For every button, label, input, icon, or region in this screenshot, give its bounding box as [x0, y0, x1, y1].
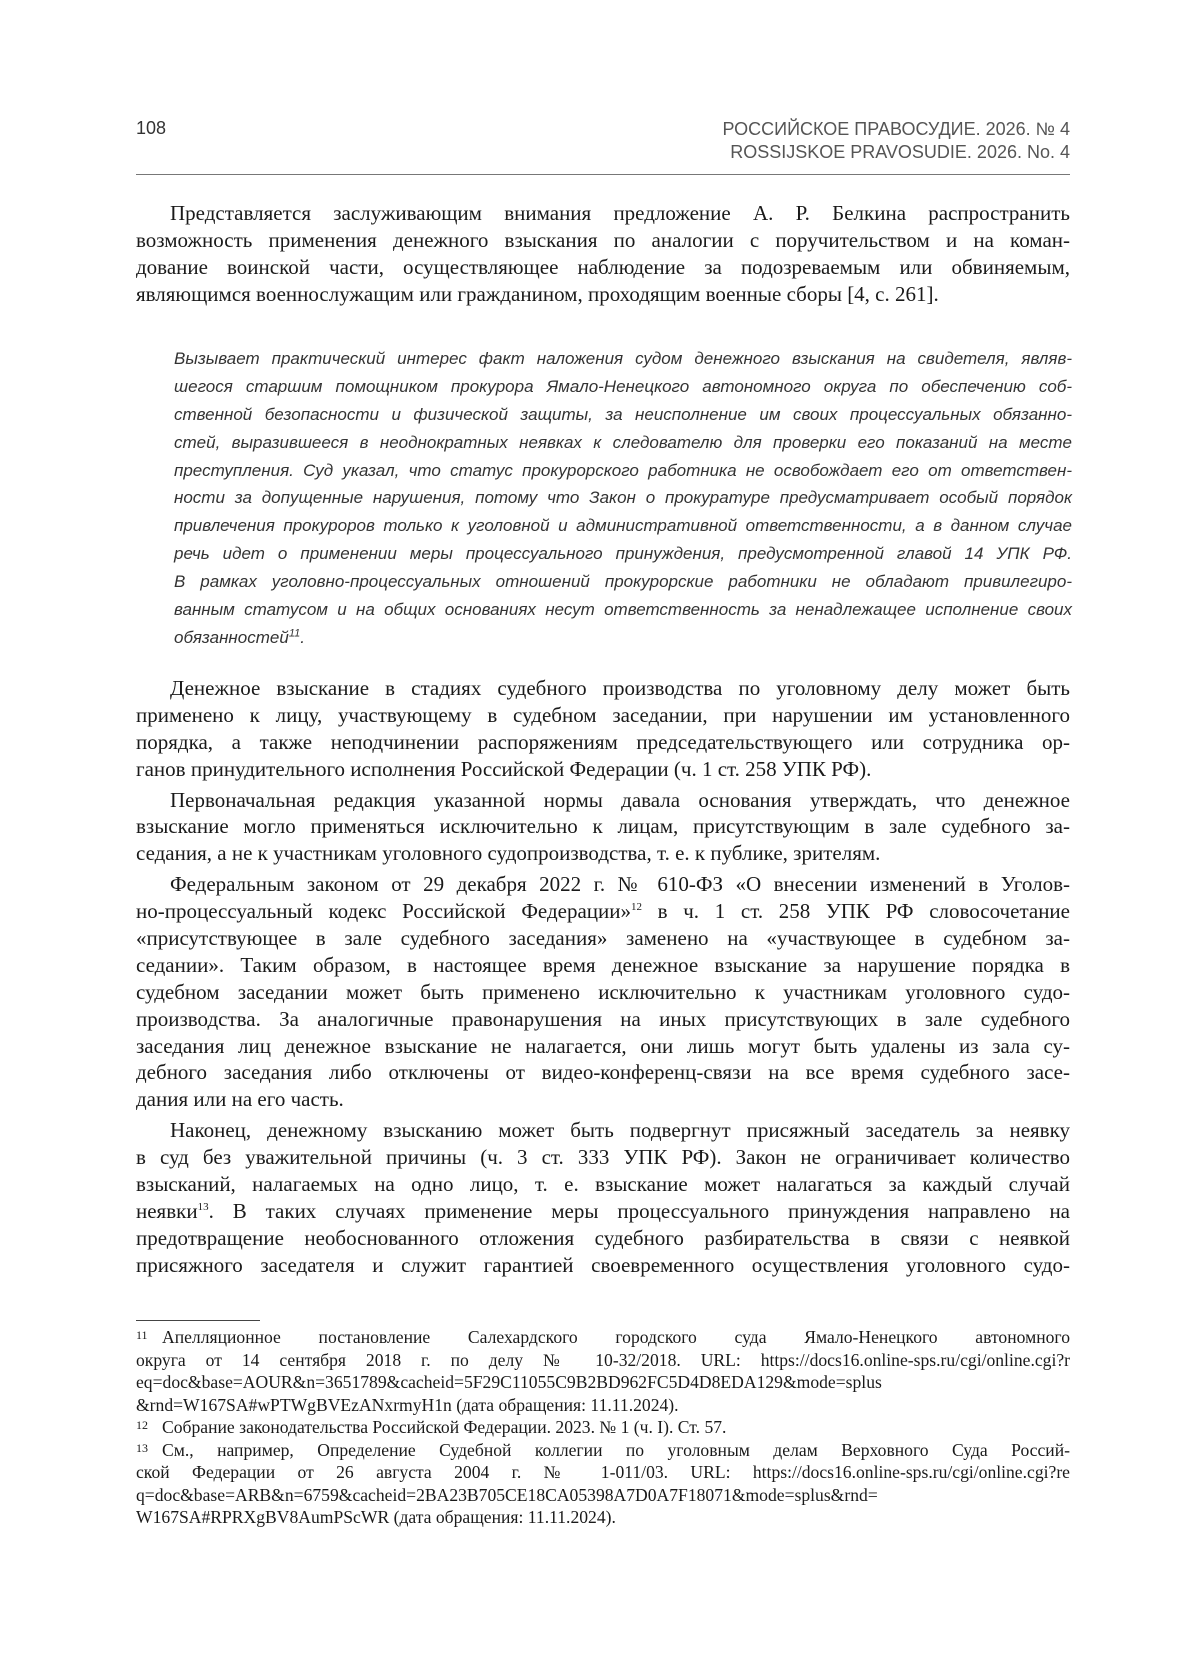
footnote-text: Апелляционное постановление Салехардского городского суда Ямало-Ненецкого автономного: [162, 1327, 1070, 1347]
text-line: применено к лицу, участвующему в судебном заседании, при нарушении им установленного: [136, 702, 1070, 727]
text-line: Федеральным законом от 29 декабря 2022 г. № 610-ФЗ «О внесении изменений в Уголов-: [170, 872, 1070, 897]
footnote-ref-11[interactable]: 11: [288, 627, 301, 640]
text-line: [136, 898, 1070, 925]
text-line: присяжного заседателя и служит гарантией своевременного осуществления уголовного судо-: [136, 1252, 1070, 1277]
paragraph-1: [136, 675, 1070, 783]
footnote-text: Собрание законодательства Российской Федерации. 2023. № 1 (ч. I). Ст. 57.: [162, 1417, 727, 1437]
footnote-ref-13[interactable]: 13: [197, 1200, 209, 1213]
text-line: дование воинской части, осуществляющее наблюдение за подозреваемым или обвиняемым,: [136, 254, 1070, 279]
quote-line: ванным статусом и на общих основаниях несут ответственность за ненадлежащее исполнение своих: [174, 600, 1072, 620]
text-line: взысканий, налагаемых на одно лицо, т. е. взыскание может налагаться за каждый случай: [136, 1172, 1070, 1197]
quote-last-period: .: [300, 627, 305, 647]
text-fragment: . В таких случаях применение меры процессуального принуждения направлено на: [208, 1198, 1070, 1223]
quote-line: Вызывает практический интерес факт наложения судом денежного взыскания на свидетеля, являв-: [174, 349, 1072, 368]
text-line: предотвращение необоснованного отложения судебного разбирательства в связи с неявкой: [136, 1225, 1070, 1250]
text-fragment: неявки: [136, 1198, 198, 1223]
footnote-line: [136, 1439, 1070, 1462]
page-number: 108: [136, 118, 167, 138]
text-line: судебном заседании может быть применено исключительно к участникам уголовного судо-: [136, 979, 1070, 1004]
footnote-line: eq=doc&base=AOUR&n=3651789&cacheid=5F29C11055C9B2BD962FC5D4D8EDA129&mode=splus: [136, 1372, 882, 1392]
text-line: [136, 1198, 1070, 1225]
footnote-number: 11: [136, 1328, 148, 1342]
text-line: являющимся военнослужащим или гражданином, проходящим военные сборы [4, с. 261].: [136, 281, 939, 306]
text-line: дания или на его часть.: [136, 1087, 344, 1112]
journal-title-ru: РОССИЙСКОЕ ПРАВОСУДИЕ. 2026. № 4: [722, 119, 1070, 139]
text-line: в суд без уважительной причины (ч. 3 ст. 333 УПК РФ). Закон не ограничивает количество: [136, 1145, 1070, 1170]
paragraph-3: [136, 871, 1070, 1113]
footnotes: [136, 1326, 1070, 1529]
footnote-line: W167SA#RPRXgBV8AumPScWR (дата обращения: 11.11.2024).: [136, 1507, 616, 1527]
footnote-line: q=doc&base=ARB&n=6759&cacheid=2BA23B705CE18CA05398A7D0A7F18071&mode=splus&rnd=: [136, 1484, 878, 1505]
text-line: седания, а не к участникам уголовного судопроизводства, т. е. к публике, зрителям.: [136, 841, 881, 866]
text-line: Первоначальная редакция указанной нормы давала основания утверждать, что денежное: [170, 787, 1070, 812]
footnote-line: ской Федерации от 26 августа 2004 г. № 1-011/03. URL: https://docs16.online-sps.ru/cgi/online.cgi?re: [136, 1462, 1070, 1482]
quote-line: ности за допущенные нарушения, потому что Закон о прокуратуре предусматривает особый порядок: [174, 488, 1072, 508]
footnote-separator: [136, 1320, 260, 1321]
footnote-text: См., например, Определение Судебной коллегии по уголовным делам Верховного Суда Россий-: [162, 1439, 1070, 1460]
text-fragment: но-процессуальный кодекс Российской Федерации»: [136, 899, 631, 924]
footnote-ref-12[interactable]: 12: [631, 901, 642, 914]
text-line: ганов принудительного исполнения Российской Федерации (ч. 1 ст. 258 УПК РФ).: [136, 756, 872, 781]
quote-line: В рамках уголовно-процессуальных отношений прокурорские работники не обладают привилегиро-: [174, 572, 1072, 592]
paragraph-4: [136, 1117, 1070, 1278]
text-line: взыскание могло применяться исключительно к лицам, присутствующим в зале судебного за-: [136, 814, 1070, 839]
quote-line: речь идет о применении меры процессуального принуждения, предусмотренной главой 14 УПК РФ.: [174, 544, 1072, 564]
text-line: Представляется заслуживающим внимания предложение А. Р. Белкина распространить: [170, 201, 1070, 225]
footnote-line: &rnd=W167SA#wPTWgBVEzANxrmyH1n (дата обращения: 11.11.2024).: [136, 1394, 679, 1415]
text-line: заседания лиц денежное взыскание не налагается, они лишь могут быть удалены из зала су-: [136, 1033, 1070, 1058]
quote-last-text: обязанностей: [174, 627, 289, 647]
text-line: порядка, а также неподчинении распоряжениям председательствующего или сотрудника ор-: [136, 729, 1070, 754]
quote-line: шегося старшим помощником прокурора Ямало-Ненецкого автономного округа по обеспечению соб-: [174, 376, 1072, 396]
text-line: производства. За аналогичные правонарушения на иных присутствующих в зале судебного: [136, 1006, 1070, 1031]
footnote-line: округа от 14 сентября 2018 г. по делу № 10-32/2018. URL: https://docs16.online-sps.ru/cgi/online.cgi?r: [136, 1349, 1070, 1370]
footnote-number: 12: [136, 1418, 148, 1432]
main-text: [136, 675, 1070, 1279]
quote-line: преступления. Суд указал, что статус прокурорского работника не освобождает его от ответствен-: [174, 460, 1072, 480]
journal-title-en: ROSSIJSKOE PRAVOSUDIE. 2026. No. 4: [730, 142, 1070, 162]
footnote-line: [136, 1416, 1070, 1439]
quote-line-last: [174, 624, 1072, 652]
journal-title: [723, 118, 1070, 164]
text-line: Денежное взыскание в стадиях судебного производства по уголовному делу может быть: [170, 676, 1070, 700]
case-example-box: [174, 345, 1072, 652]
text-line: возможность применения денежного взыскания по аналогии с поручительством и на коман-: [136, 227, 1070, 252]
text-line: дебного заседания либо отключены от видео-конференц-связи на все время судебного засе-: [136, 1060, 1070, 1085]
text-line: Наконец, денежному взысканию может быть подвергнут присяжный заседатель за неявку: [170, 1118, 1070, 1143]
footnote-12: [136, 1416, 1070, 1439]
quote-line: ственной безопасности и физической защиты, за неисполнение им своих процессуальных обязанно-: [174, 404, 1072, 424]
running-header: [136, 118, 1070, 175]
footnote-11: [136, 1326, 1070, 1416]
paragraph-2: [136, 787, 1070, 868]
footnote-line: [136, 1326, 1070, 1349]
intro-paragraph: [136, 200, 1070, 308]
text-line: «присутствующее в зале судебного заседания» заменено на «участвующее в судебном за-: [136, 926, 1070, 951]
quote-line: стей, выразившееся в неоднократных неявках к следователю для проверки его показаний на месте: [174, 432, 1072, 452]
footnote-number: 13: [136, 1440, 148, 1455]
text-line: седании». Таким образом, в настоящее время денежное взыскание за нарушение порядка в: [136, 952, 1070, 977]
quote-line: привлечения прокуроров только к уголовной и административной ответственности, а в данном случае: [174, 516, 1072, 536]
footnote-13: [136, 1439, 1070, 1529]
text-fragment: в ч. 1 ст. 258 УПК РФ словосочетание: [642, 899, 1070, 924]
